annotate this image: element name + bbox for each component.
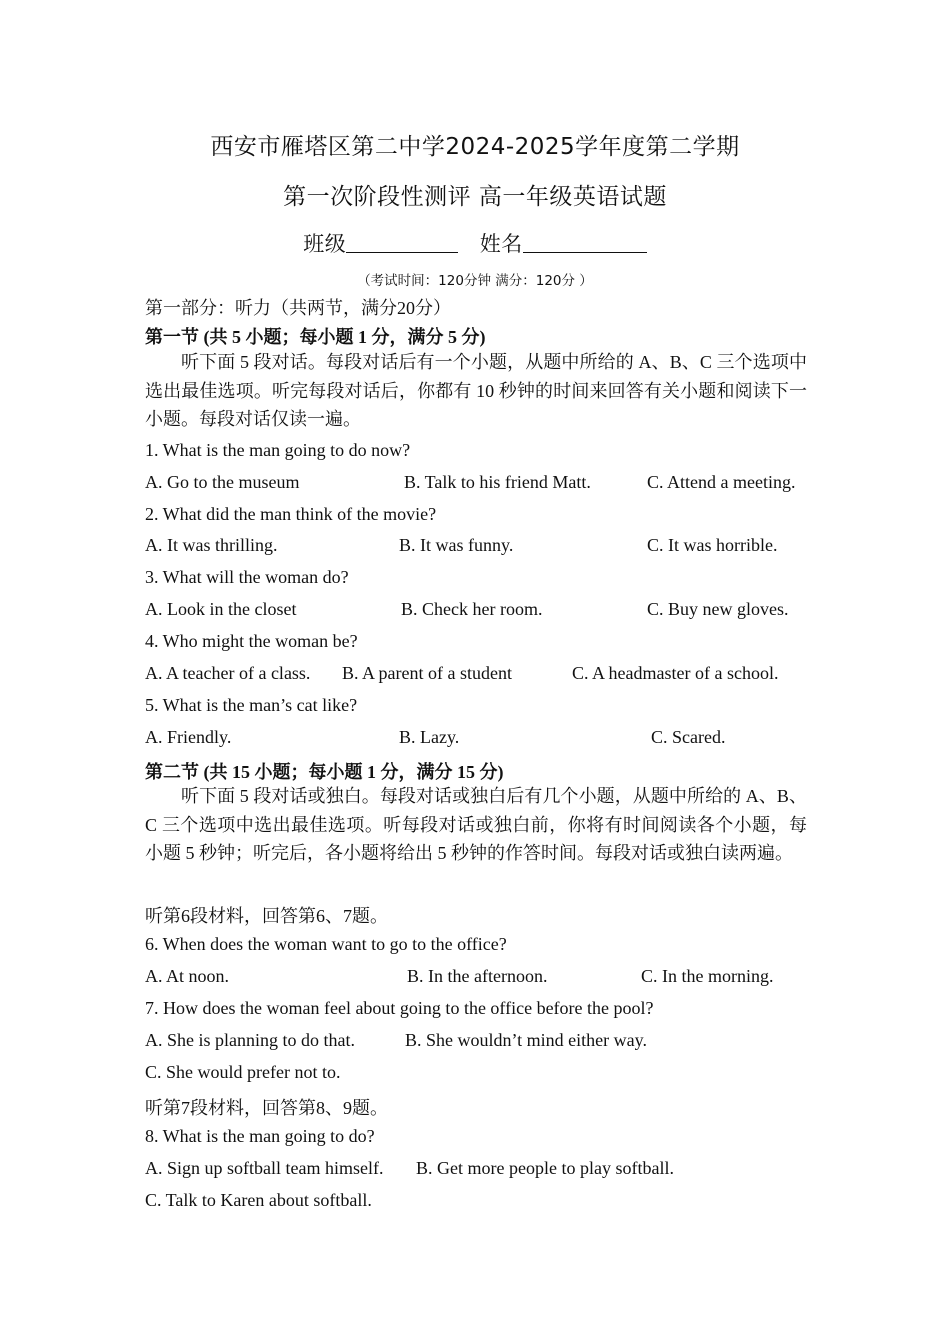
question-8: 8. What is the man going to do? — [145, 1126, 375, 1146]
material-7-label: 听第7段材料，回答第8、9题。 — [145, 1098, 388, 1118]
class-label: 班级 — [303, 232, 347, 256]
q4-option-c: C. A headmaster of a school. — [572, 663, 779, 683]
q6-option-b: B. In the afternoon. — [407, 966, 548, 986]
exam-info: （考试时间：120分钟 满分：120分 ） — [357, 273, 593, 289]
exam-title-line2: 第一次阶段性测评 高一年级英语试题 — [283, 184, 667, 210]
q6-option-a: A. At noon. — [145, 966, 230, 986]
q6-option-c: C. In the morning. — [641, 966, 774, 986]
q2-option-a: A. It was thrilling. — [145, 535, 278, 555]
q5-option-c: C. Scared. — [651, 727, 726, 747]
section1-instructions: 听下面 5 段对话。每段对话后有一个小题，从题中所给的 A、B、C 三个选项中选出最佳选项。听完每段对话后，你都有 10 秒钟的时间来回答有关小题和阅读下一小题。每段对话仅读一遍。 — [145, 352, 807, 430]
q8-option-c: C. Talk to Karen about softball. — [145, 1190, 372, 1210]
question-5: 5. What is the man’s cat like? — [145, 695, 358, 715]
section1-heading: 第一节 (共 5 小题；每小题 1 分，满分 5 分) — [145, 327, 486, 347]
class-blank[interactable] — [346, 230, 458, 253]
q2-option-b: B. It was funny. — [399, 535, 514, 555]
question-3: 3. What will the woman do? — [145, 567, 349, 587]
material-6-label: 听第6段材料，回答第6、7题。 — [145, 906, 388, 926]
q4-option-b: B. A parent of a student — [342, 663, 512, 683]
q7-option-c: C. She would prefer not to. — [145, 1062, 341, 1082]
question-1: 1. What is the man going to do now? — [145, 440, 411, 460]
q3-option-c: C. Buy new gloves. — [647, 599, 789, 619]
q7-option-a: A. She is planning to do that. — [145, 1030, 355, 1050]
section2-instructions: 听下面 5 段对话或独白。每段对话或独白后有几个小题，从题中所给的 A、B、C 三个选项中选出最佳选项。听每段对话或独白前，你将有时间阅读各个小题，每小题 5 秒钟；听完后，各小题将给出 5 秒钟的作答时间。每段对话或独白读两遍。 — [145, 786, 807, 864]
q5-option-a: A. Friendly. — [145, 727, 232, 747]
name-blank[interactable] — [523, 230, 647, 253]
q3-option-a: A. Look in the closet — [145, 599, 297, 619]
name-label: 姓名 — [479, 232, 523, 256]
section2-heading: 第二节 (共 15 小题；每小题 1 分，满分 15 分) — [145, 762, 504, 782]
q5-option-b: B. Lazy. — [399, 727, 460, 747]
q8-option-a: A. Sign up softball team himself. — [145, 1158, 384, 1178]
q3-option-b: B. Check her room. — [401, 599, 543, 619]
q4-option-a: A. A teacher of a class. — [145, 663, 311, 683]
question-7: 7. How does the woman feel about going to the office before the pool? — [145, 998, 654, 1018]
student-info-row — [0, 228, 950, 258]
question-6: 6. When does the woman want to go to the office? — [145, 934, 507, 954]
q7-option-b: B. She wouldn’t mind either way. — [405, 1030, 647, 1050]
q1-option-c: C. Attend a meeting. — [647, 472, 796, 492]
part1-heading: 第一部分：听力（共两节，满分20分） — [145, 298, 451, 318]
q8-option-b: B. Get more people to play softball. — [416, 1158, 674, 1178]
q1-option-b: B. Talk to his friend Matt. — [404, 472, 591, 492]
exam-title-line1: 西安市雁塔区第二中学2024-2025学年度第二学期 — [210, 134, 740, 160]
question-4: 4. Who might the woman be? — [145, 631, 358, 651]
question-2: 2. What did the man think of the movie? — [145, 504, 437, 524]
q1-option-a: A. Go to the museum — [145, 472, 300, 492]
q2-option-c: C. It was horrible. — [647, 535, 778, 555]
